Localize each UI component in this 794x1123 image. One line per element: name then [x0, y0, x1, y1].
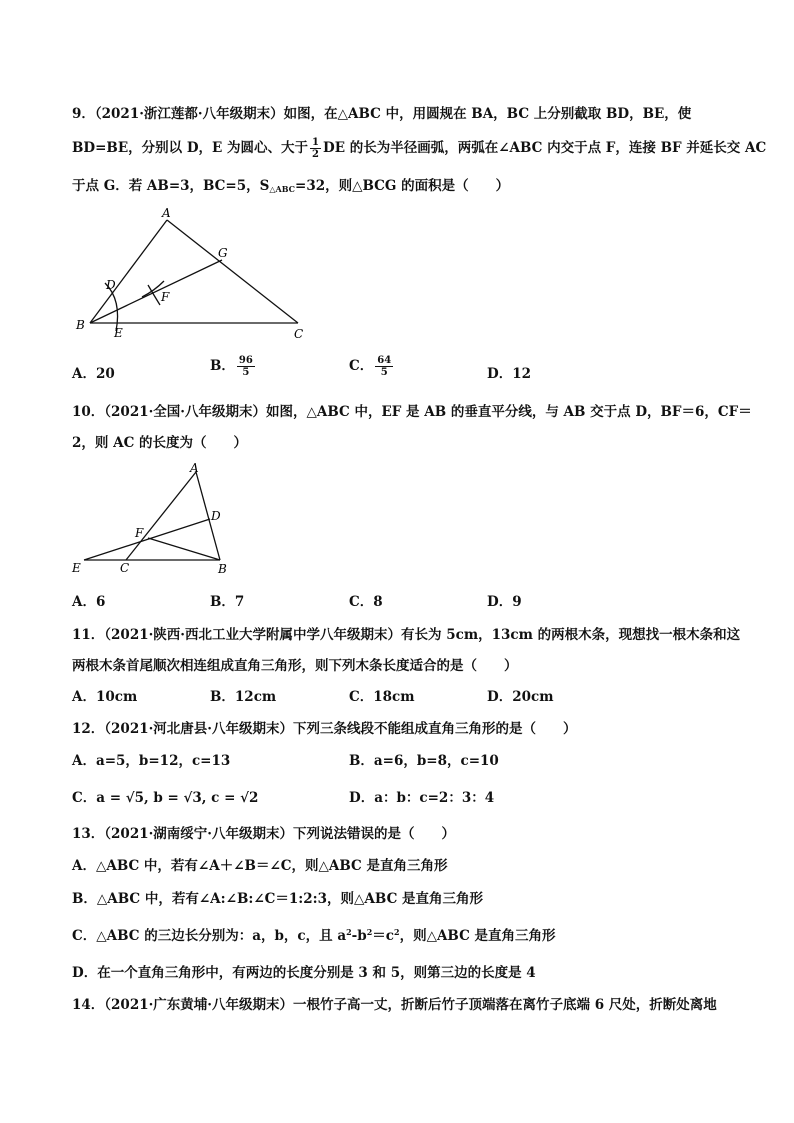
q10-label-b: B [218, 562, 227, 576]
q9-line-3-part-a: 于点 G．若 AB=3，BC=5，S [72, 178, 270, 194]
q10-option-a[interactable]: A．6 [72, 594, 106, 610]
q9-option-d[interactable]: D．12 [487, 366, 531, 382]
q13-option-b[interactable]: B．△ABC 中，若有∠A:∠B:∠C＝1:2:3，则△ABC 是直角三角形 [72, 891, 484, 907]
q13-option-c-part-c: ＝c [372, 928, 394, 944]
q11-option-b[interactable]: B．12cm [210, 689, 277, 705]
q9-side-ba [90, 220, 167, 323]
q10-side-ca [126, 472, 196, 560]
q9-option-c-fraction [375, 355, 393, 378]
q10-label-d: D [211, 509, 221, 523]
q10-label-f: F [135, 526, 144, 540]
q10-option-b[interactable]: B．7 [210, 594, 245, 610]
q9-line-3 [72, 174, 509, 194]
q11-line-2: 两根木条首尾顺次相连组成直角三角形，则下列木条长度适合的是（ ） [72, 658, 518, 674]
q9-label-g: G [218, 246, 228, 260]
q9-label-d: D [106, 278, 116, 292]
q9-option-c-num: 64 [377, 355, 392, 366]
q12-line-1: 12．（2021·河北唐县·八年级期末）下列三条线段不能组成直角三角形的是（ ） [72, 721, 577, 737]
q9-option-b-den: 5 [242, 367, 250, 378]
q11-option-c[interactable]: C．18cm [349, 689, 415, 705]
q12-option-a[interactable]: A．a=5，b=12，c=13 [72, 753, 231, 769]
q9-label-b: B [76, 318, 85, 332]
q13-option-c-sup-a: 2 [346, 927, 352, 937]
q9-fraction-den: 2 [312, 149, 319, 160]
q9-line-1: 9．（2021·浙江莲都·八年级期末）如图，在△ABC 中，用圆规在 BA，BC 上分别截取 BD，BE，使 [72, 106, 692, 122]
q13-option-c-part-d: ，则△ABC 是直角三角形 [399, 928, 556, 944]
q9-area-subscript: △ABC [269, 184, 296, 194]
q9-line-3-part-b: =32，则△BCG 的面积是（ ） [295, 178, 510, 194]
q13-option-c-sup-b: 2 [366, 927, 373, 937]
q9-option-c-den: 5 [380, 367, 388, 378]
q9-label-e: E [114, 326, 123, 340]
q10-bisector-ed [84, 519, 210, 560]
q9-option-b-num: 96 [238, 355, 253, 366]
q10-segment-fb [148, 538, 220, 560]
q9-label-c: C [294, 327, 304, 341]
q13-option-c[interactable] [72, 924, 556, 944]
q13-option-a[interactable]: A．△ABC 中，若有∠A＋∠B＝∠C，则△ABC 是直角三角形 [72, 858, 448, 874]
q13-line-1: 13．（2021·湖南绥宁·八年级期末）下列说法错误的是（ ） [72, 826, 456, 842]
q12-option-b[interactable]: B．a=6，b=8，c=10 [349, 753, 499, 769]
q10-line-2: 2，则 AC 的长度为（ ） [72, 435, 248, 451]
q9-option-b[interactable] [210, 354, 257, 378]
q9-option-a[interactable]: A．20 [72, 366, 115, 382]
q10-option-d[interactable]: D．9 [487, 594, 522, 610]
q9-label-f: F [161, 290, 170, 304]
q9-line-2-part-b: DE 的长为半径画弧，两弧在∠ABC 内交于点 F，连接 BF 并延长交 AC [323, 140, 767, 156]
q10-label-a: A [190, 461, 199, 475]
q9-option-c-prefix: C． [349, 358, 374, 374]
q10-option-c[interactable]: C．8 [349, 594, 383, 610]
q13-option-c-part-a: C．△ABC 的三边长分别为：a，b，c，且 a [72, 928, 347, 944]
q12-option-c[interactable]: C．a = √5, b = √3, c = √2 [72, 790, 259, 806]
q9-option-b-prefix: B． [210, 358, 235, 374]
q9-fraction-half [310, 137, 321, 160]
q9-label-a: A [162, 206, 171, 220]
q9-option-b-fraction [237, 355, 255, 378]
q10-label-c: C [120, 561, 130, 575]
q12-option-d[interactable]: D．a：b：c=2：3：4 [349, 790, 495, 806]
q9-option-c[interactable] [349, 354, 395, 378]
q10-figure [68, 460, 248, 580]
q11-option-a[interactable]: A．10cm [72, 689, 138, 705]
q9-side-ac [167, 220, 298, 323]
q13-option-c-part-b: -b [351, 928, 367, 944]
q11-option-d[interactable]: D．20cm [487, 689, 554, 705]
q9-fraction-num: 1 [312, 137, 319, 148]
q13-option-d[interactable]: D．在一个直角三角形中，有两边的长度分别是 3 和 5，则第三边的长度是 4 [72, 965, 536, 981]
q9-line-2-part-a: BD=BE，分别以 D，E 为圆心、大于 [72, 140, 309, 156]
q11-line-1: 11．（2021·陕西·西北工业大学附属中学八年级期末）有长为 5cm，13cm 的两根木条，现想找一根木条和这 [72, 627, 741, 643]
q14-line-1: 14．（2021·广东黄埔·八年级期末）一根竹子高一丈，折断后竹子顶端落在离竹子底端 6 尺处，折断处离地 [72, 997, 717, 1013]
q9-line-2 [72, 136, 766, 160]
q9-figure [70, 205, 320, 345]
q10-line-1: 10．（2021·全国·八年级期末）如图，△ABC 中，EF 是 AB 的垂直平分线，与 AB 交于点 D，BF＝6，CF＝ [72, 404, 752, 420]
q10-label-e: E [72, 561, 81, 575]
q13-option-c-sup-c: 2 [394, 927, 400, 937]
